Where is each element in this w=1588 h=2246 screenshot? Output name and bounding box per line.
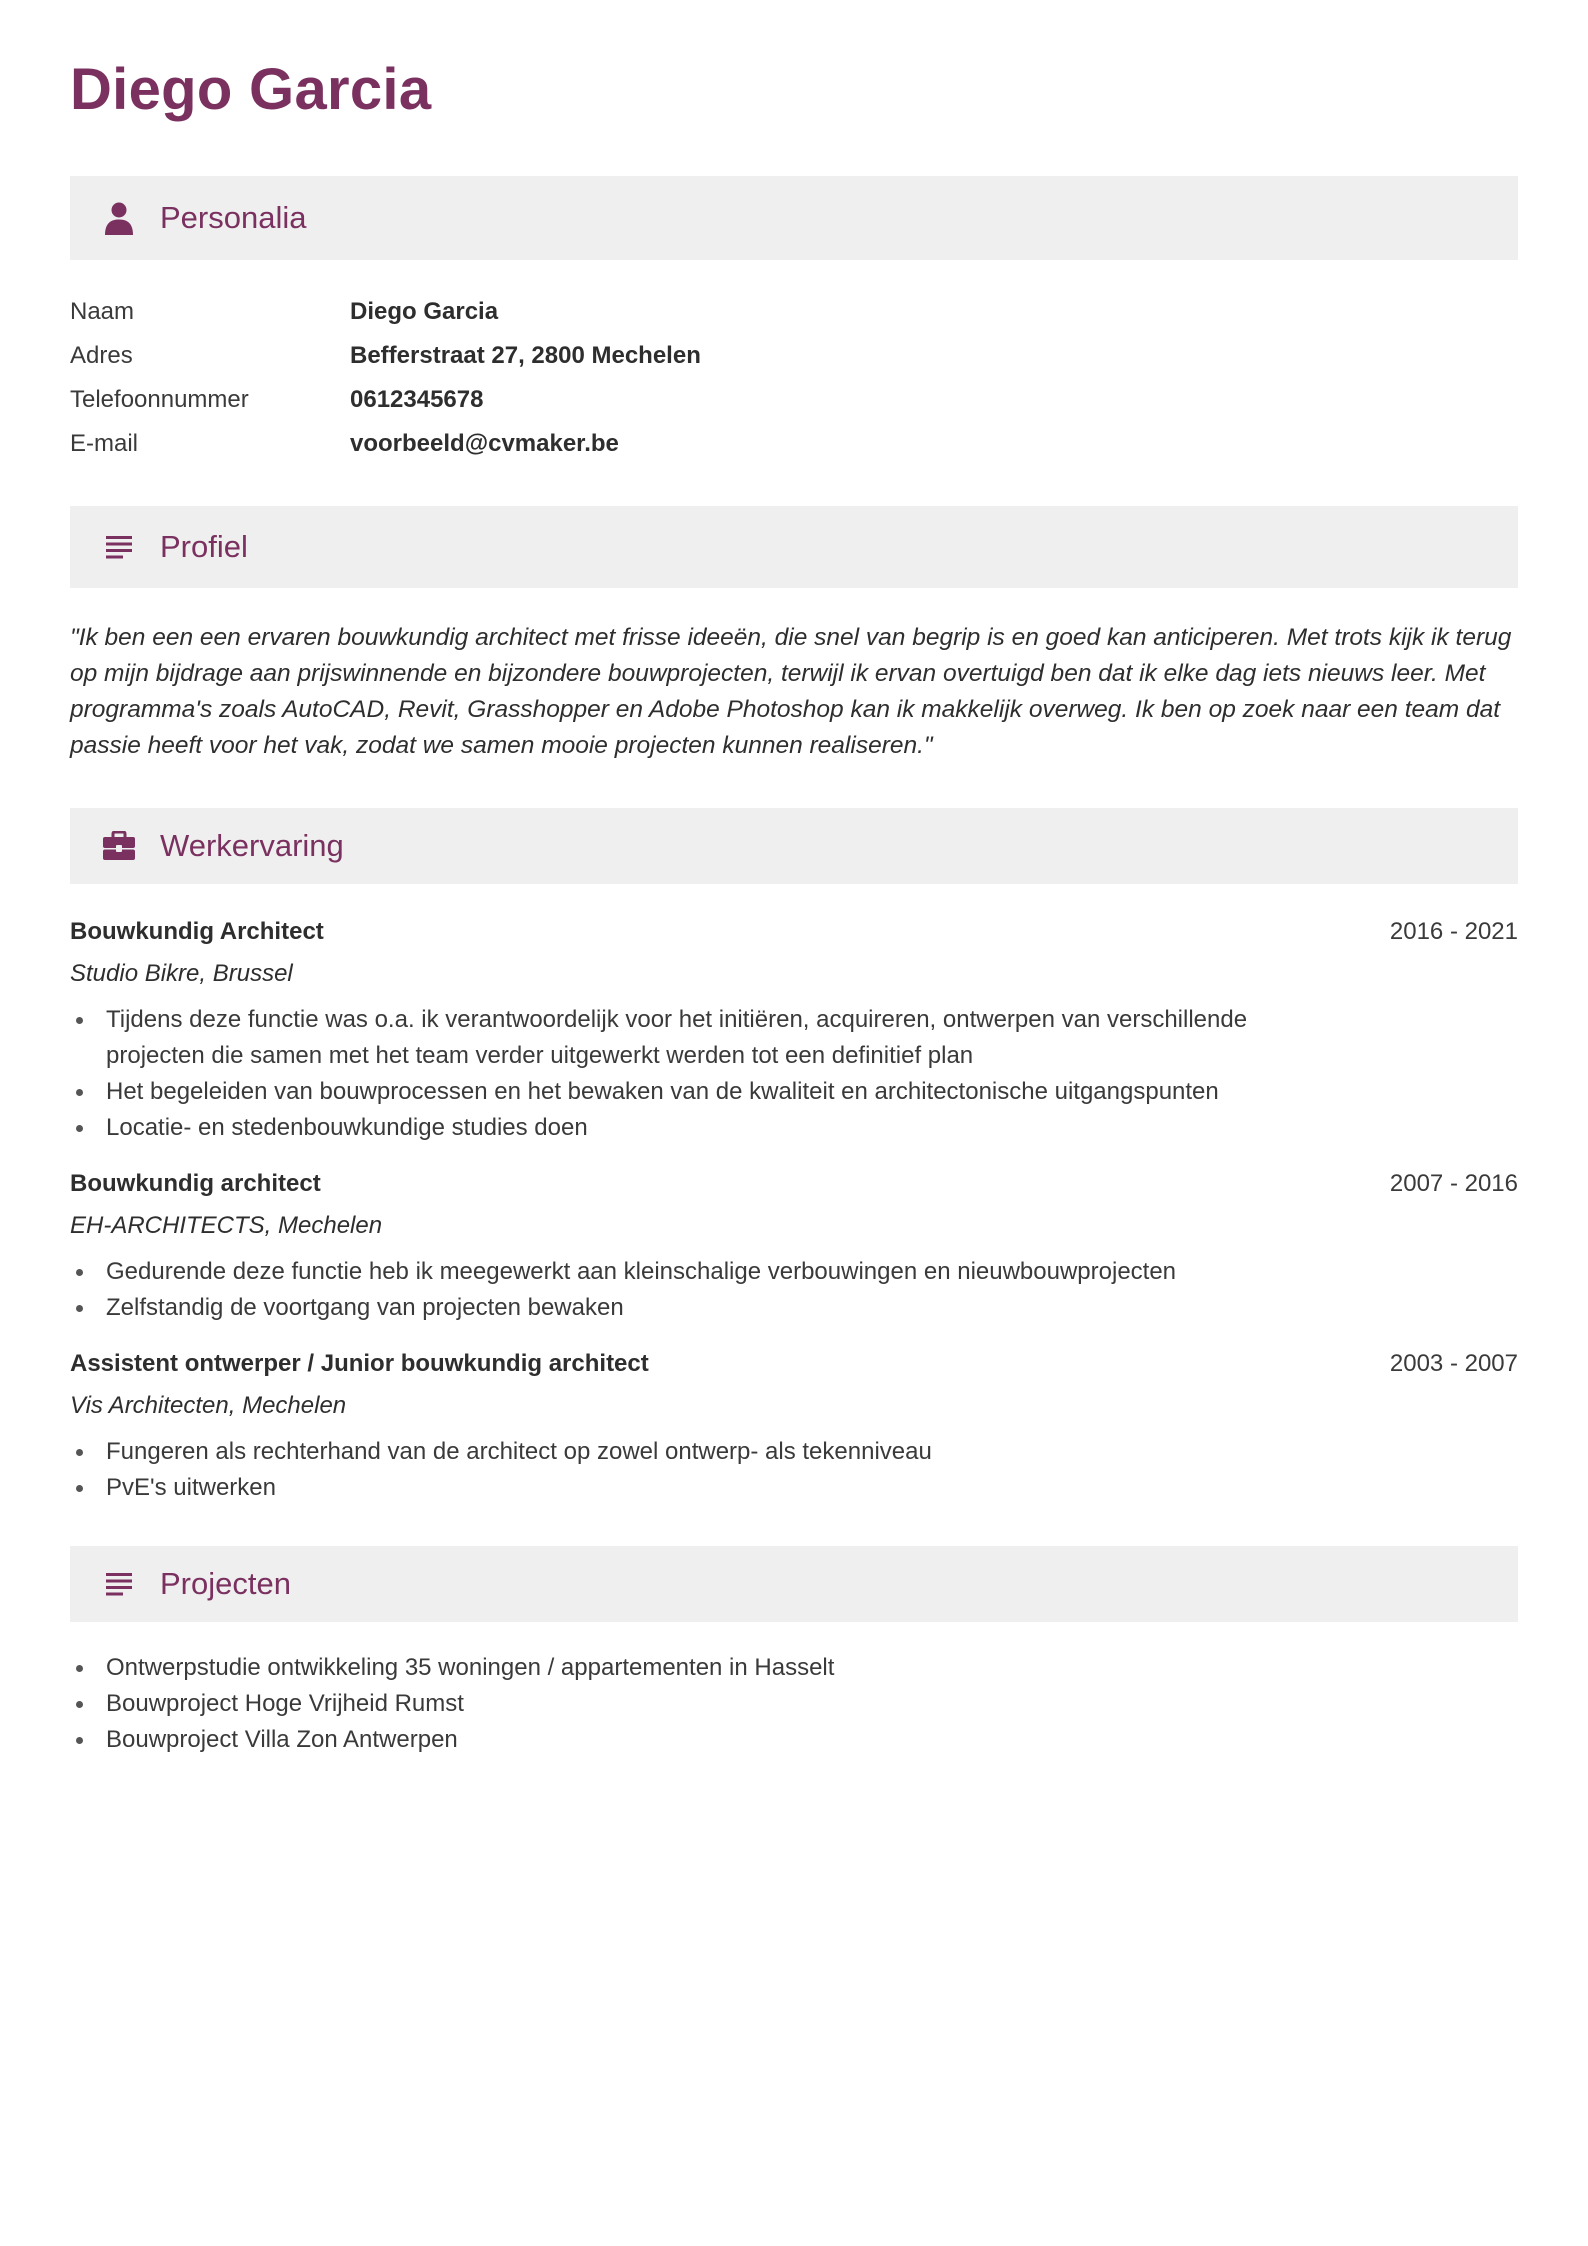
briefcase-icon xyxy=(102,829,136,863)
job-item xyxy=(70,1346,1518,1516)
cv-name: Diego Garcia xyxy=(70,57,432,122)
value-naam: Diego Garcia xyxy=(350,298,499,325)
section-header-personalia xyxy=(70,176,1518,260)
job-company: Studio Bikre, Brussel xyxy=(70,960,293,987)
label-naam: Naam xyxy=(70,298,135,325)
job-bullet: Tijdens deze functie was o.a. ik verantwoordelijk voor het initiëren, acquireren, ontwerpen van verschillende projecten die samen met het team verder uitgewerkt werden tot een definitief plan xyxy=(70,1002,1270,1074)
section-header-werkervaring xyxy=(70,808,1518,884)
job-bullet: Het begeleiden van bouwprocessen en het bewaken van de kwaliteit en architectonische uitgangspunten xyxy=(70,1074,1270,1110)
section-title-profiel: Profiel xyxy=(160,529,248,564)
project-item: Bouwproject Villa Zon Antwerpen xyxy=(70,1722,1370,1758)
profile-text: "Ik ben een een ervaren bouwkundig architect met frisse ideeën, die snel van begrip is en goed kan anticiperen. Met trots kijk ik terug op mijn bijdrage aan prijswinnende en bijzondere bouwprojecten, terwijl ik ervan overtuigd ben dat ik elke dag iets nieuws leer. Met programma's zoals AutoCAD, Revit, Grasshopper en Adobe Photoshop kan ik makkelijk overweg. Ik ben op zoek naar een team dat passie heeft voor het vak, zodat we samen mooie projecten kunnen realiseren." xyxy=(70,624,1512,759)
job-item xyxy=(70,1166,1518,1336)
job-bullets xyxy=(70,1434,1370,1506)
section-header-profiel xyxy=(70,506,1518,588)
job-bullet: Gedurende deze functie heb ik meegewerkt aan kleinschalige verbouwingen en nieuwbouwprojecten xyxy=(70,1254,1370,1290)
value-email: voorbeeld@cvmaker.be xyxy=(350,430,619,457)
job-title: Bouwkundig Architect xyxy=(70,918,324,945)
job-company: EH-ARCHITECTS, Mechelen xyxy=(70,1212,383,1239)
label-telefoon: Telefoonnummer xyxy=(70,386,249,413)
section-title-projecten: Projecten xyxy=(160,1566,291,1601)
text-lines-icon xyxy=(102,1567,136,1601)
personalia-row-telefoon xyxy=(70,378,1518,422)
person-icon xyxy=(102,201,136,235)
personalia-row-naam xyxy=(70,290,1518,334)
section-title-personalia: Personalia xyxy=(160,200,307,235)
value-telefoon: 0612345678 xyxy=(350,386,484,413)
job-bullets xyxy=(70,1254,1370,1326)
project-list xyxy=(70,1650,1370,1758)
job-title: Bouwkundig architect xyxy=(70,1170,321,1197)
personalia-row-adres xyxy=(70,334,1518,378)
job-company: Vis Architecten, Mechelen xyxy=(70,1392,347,1419)
job-period: 2007 - 2016 xyxy=(1389,1170,1518,1197)
value-adres: Befferstraat 27, 2800 Mechelen xyxy=(350,342,701,369)
personalia-row-email xyxy=(70,422,1518,466)
job-bullet: Locatie- en stedenbouwkundige studies doen xyxy=(70,1110,1270,1146)
job-period: 2003 - 2007 xyxy=(1389,1350,1518,1377)
text-lines-icon xyxy=(102,530,136,564)
label-email: E-mail xyxy=(70,430,139,457)
job-bullet: PvE's uitwerken xyxy=(70,1470,1370,1506)
project-item: Bouwproject Hoge Vrijheid Rumst xyxy=(70,1686,1370,1722)
job-bullet: Fungeren als rechterhand van de architect op zowel ontwerp- als tekenniveau xyxy=(70,1434,1370,1470)
project-item: Ontwerpstudie ontwikkeling 35 woningen / appartementen in Hasselt xyxy=(70,1650,1370,1686)
job-bullet: Zelfstandig de voortgang van projecten bewaken xyxy=(70,1290,1370,1326)
job-item xyxy=(70,914,1518,1154)
job-title: Assistent ontwerper / Junior bouwkundig architect xyxy=(70,1350,649,1377)
section-header-projecten xyxy=(70,1546,1518,1622)
job-period: 2016 - 2021 xyxy=(1389,918,1518,945)
job-bullets xyxy=(70,1002,1270,1146)
section-title-werkervaring: Werkervaring xyxy=(160,828,344,863)
label-adres: Adres xyxy=(70,342,133,369)
